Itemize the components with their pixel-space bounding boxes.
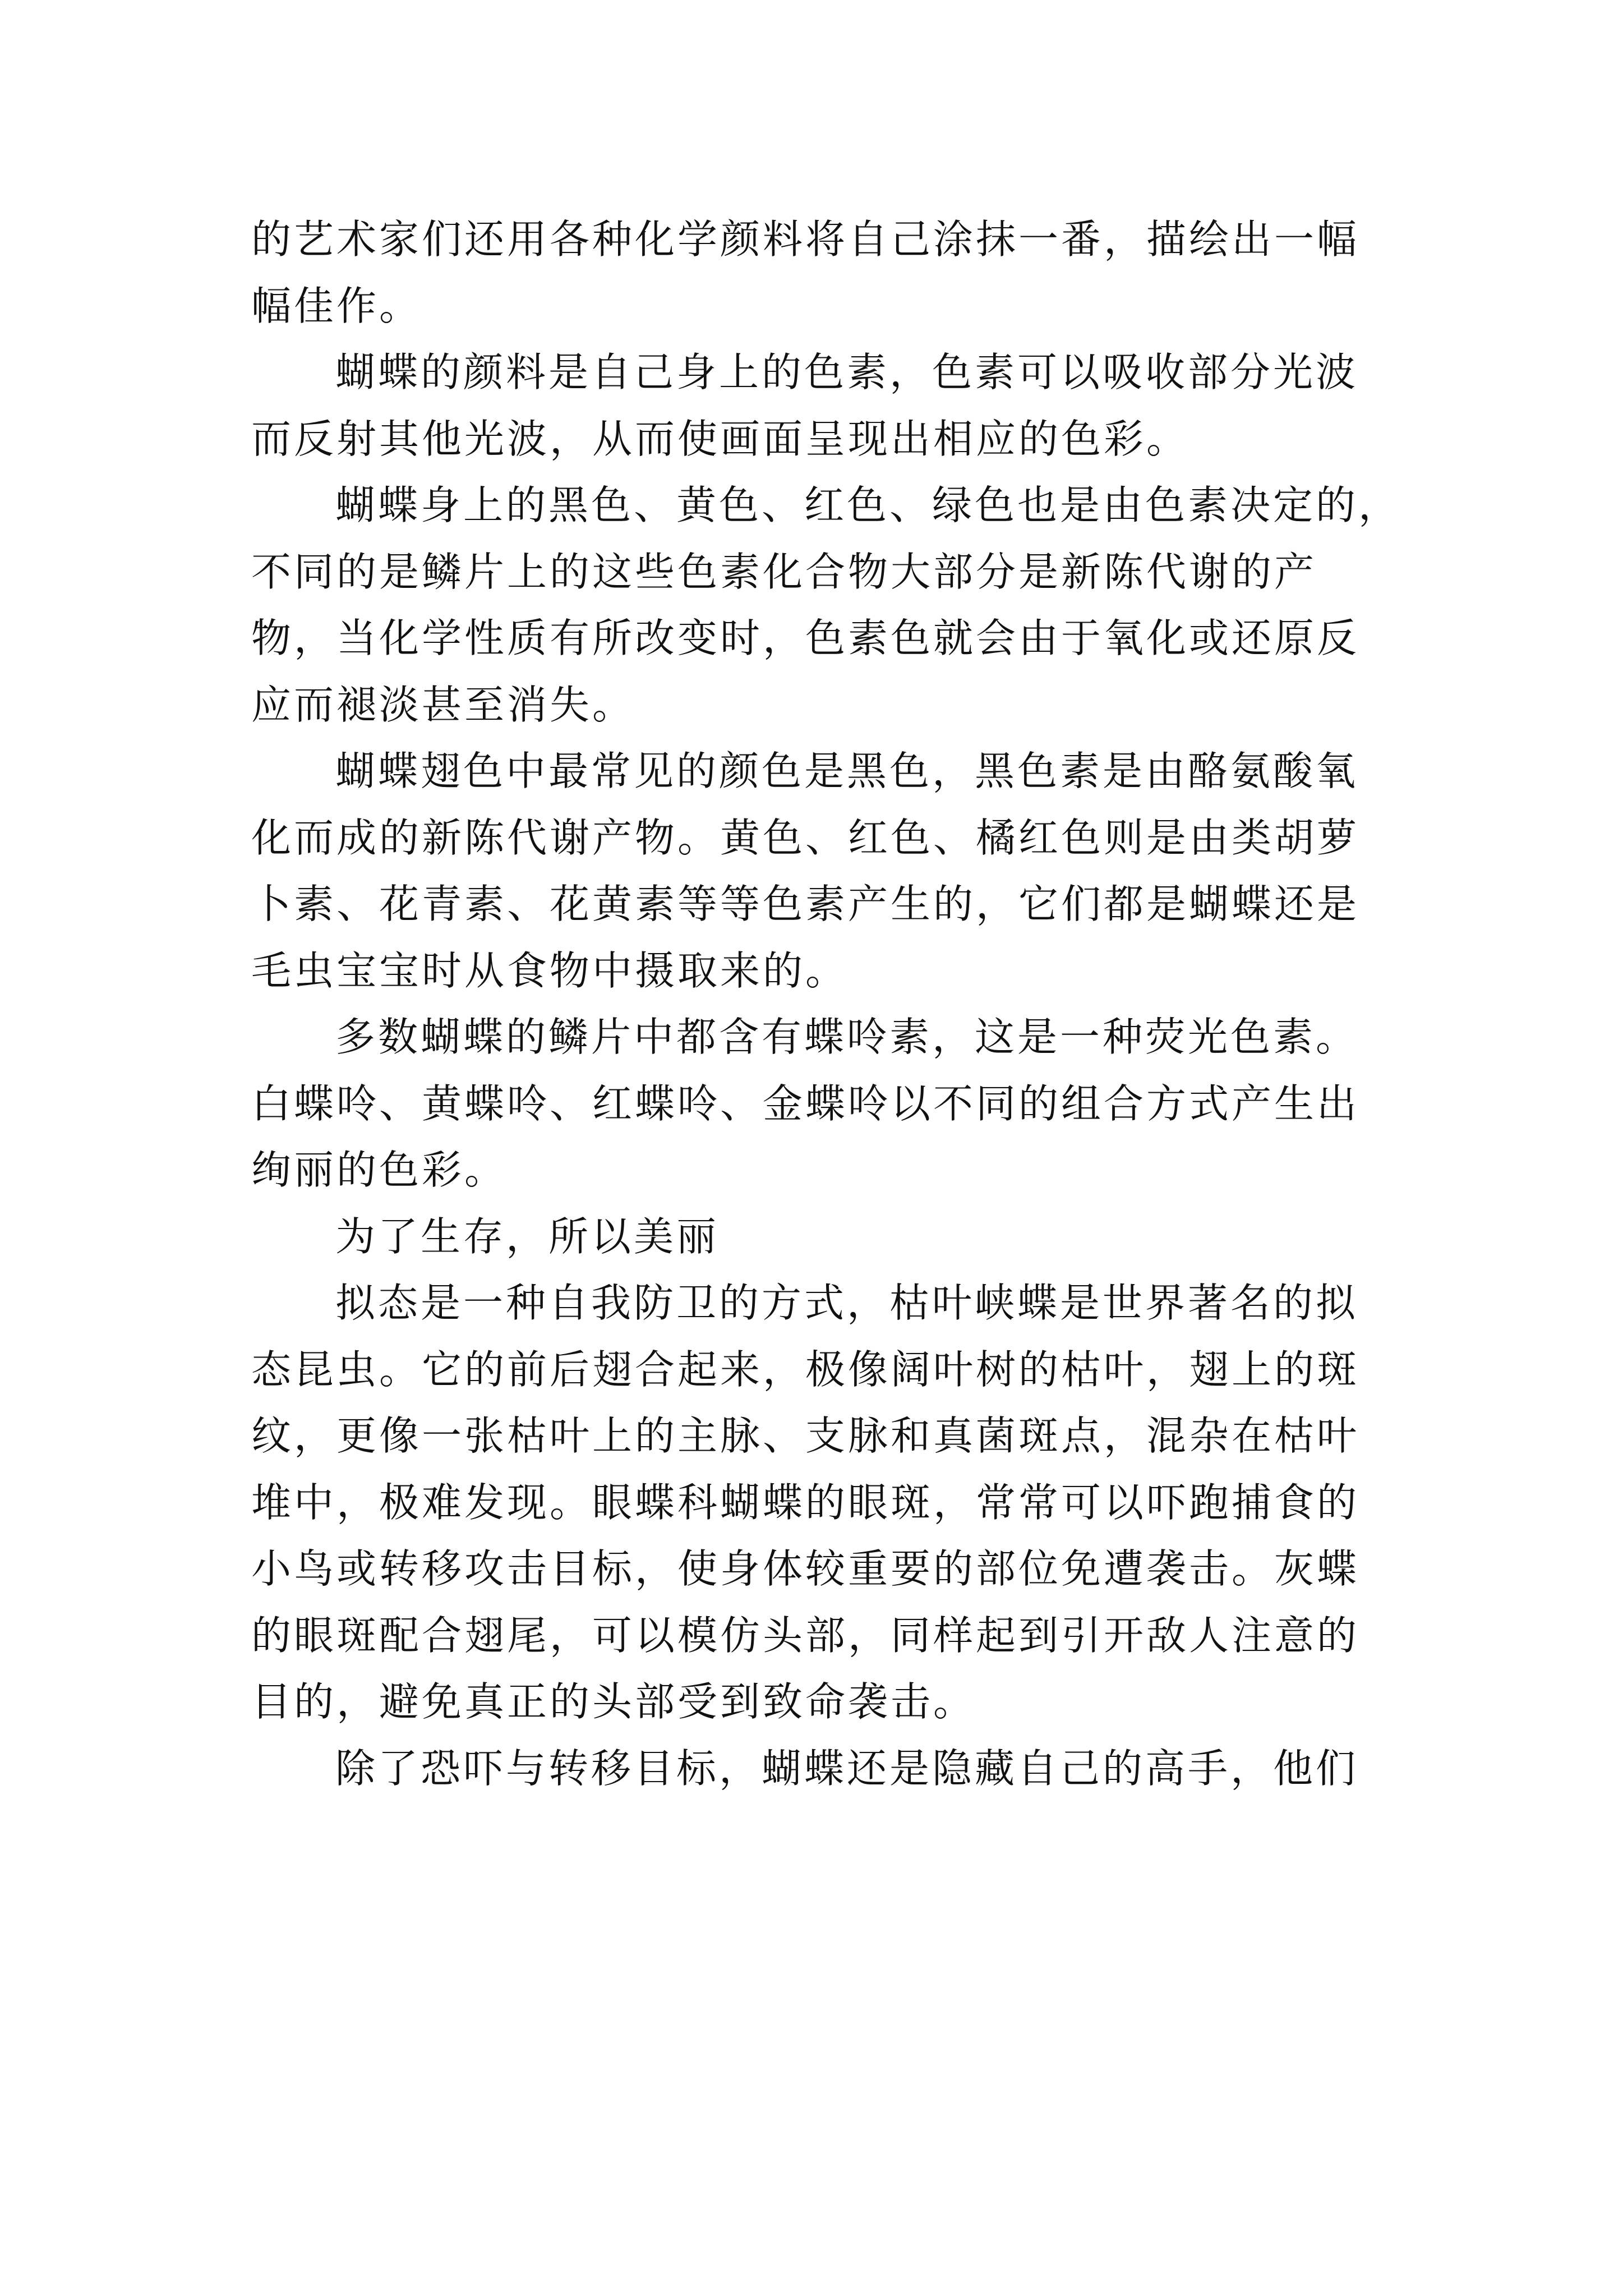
section-heading: 为了生存，所以美丽 xyxy=(335,1213,720,1260)
text-line: 化而成的新陈代谢产物。黄色、红色、橘红色则是由类胡萝 xyxy=(251,814,1360,861)
text-line: 物，当化学性质有所改变时，色素色就会由于氧化或还原反 xyxy=(251,615,1360,661)
paragraph-start-line: 蝴蝶的颜料是自己身上的色素，色素可以吸收部分光波 xyxy=(335,349,1359,395)
text-line: 不同的是鳞片上的这些色素化合物大部分是新陈代谢的产 xyxy=(251,548,1317,595)
text-line: 白蝶呤、黄蝶呤、红蝶呤、金蝶呤以不同的组合方式产生出 xyxy=(251,1080,1360,1127)
text-line: 幅佳作。 xyxy=(251,282,422,329)
text-line: 纹，更像一张枯叶上的主脉、支脉和真菌斑点，混杂在枯叶 xyxy=(251,1412,1360,1459)
text-line: 堆中，极难发现。眼蝶科蝴蝶的眼斑，常常可以吓跑捕食的 xyxy=(251,1479,1360,1526)
text-line: 目的，避免真正的头部受到致命袭击。 xyxy=(251,1678,976,1725)
text-line: 应而褪淡甚至消失。 xyxy=(251,681,635,728)
text-line: 卜素、花青素、花黄素等等色素产生的，它们都是蝴蝶还是 xyxy=(251,881,1360,927)
paragraph-start-line: 蝴蝶翅色中最常见的颜色是黑色，黑色素是由酪氨酸氧 xyxy=(335,748,1359,794)
text-line: 绚丽的色彩。 xyxy=(251,1147,508,1193)
text-line: 态昆虫。它的前后翅合起来，极像阔叶树的枯叶，翅上的斑 xyxy=(251,1346,1360,1393)
text-line: 的艺术家们还用各种化学颜料将自己涂抹一番，描绘出一幅 xyxy=(251,216,1360,263)
paragraph-start-line: 多数蝴蝶的鳞片中都含有蝶呤素，这是一种荧光色素。 xyxy=(335,1014,1359,1060)
text-line: 小鸟或转移攻击目标，使身体较重要的部位免遭袭击。灰蝶 xyxy=(251,1545,1360,1592)
paragraph-start-line: 蝴蝶身上的黑色、黄色、红色、绿色也是由色素决定的， xyxy=(335,482,1401,528)
text-line: 而反射其他光波，从而使画面呈现出相应的色彩。 xyxy=(251,415,1189,462)
text-line: 毛虫宝宝时从食物中摄取来的。 xyxy=(251,947,849,994)
paragraph-start-line: 除了恐吓与转移目标，蝴蝶还是隐藏自己的高手，他们 xyxy=(335,1745,1359,1792)
body-text xyxy=(251,206,1401,1802)
paragraph-start-line: 拟态是一种自我防卫的方式，枯叶峡蝶是世界著名的拟 xyxy=(335,1280,1359,1326)
text-line: 的眼斑配合翅尾，可以模仿头部，同样起到引开敌人注意的 xyxy=(251,1612,1360,1659)
